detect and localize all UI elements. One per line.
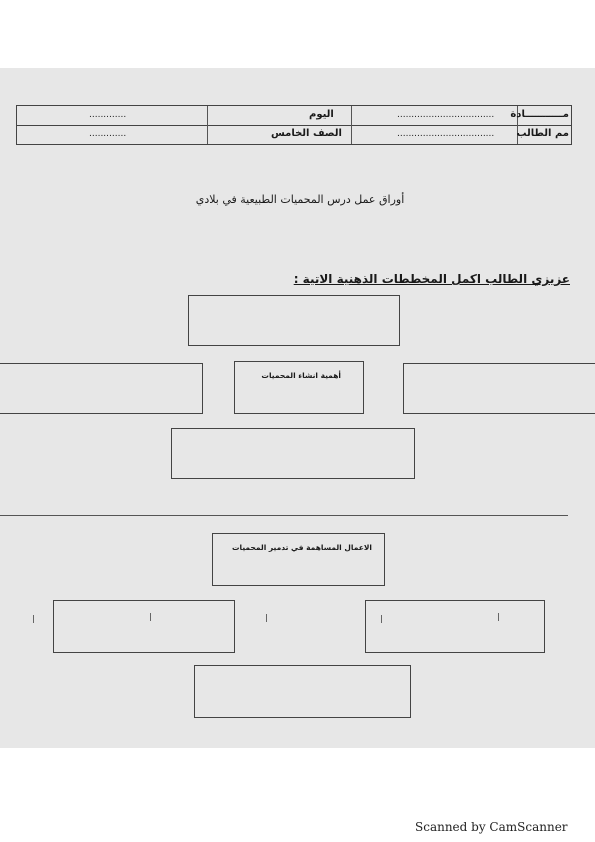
worksheet-title: أوراق عمل درس المحميات الطبيعية في بلادي: [195, 193, 405, 206]
teacher-fill-line[interactable]: ..................................: [397, 110, 495, 120]
scanner-watermark: Scanned by CamScanner: [415, 820, 568, 834]
stray-mark: [33, 615, 34, 623]
grade-label: الصف الخامس: [271, 128, 342, 139]
instruction-heading: عزيزي الطالب اكمل المخططات الذهنية الاتية :: [293, 272, 570, 286]
stray-mark: [150, 613, 151, 621]
teacher-label: مـــــــــــادة: [510, 109, 569, 120]
map2-center-label: الاعمال المساهمة في تدمير المحميات: [232, 543, 372, 552]
header-col-divider: [207, 106, 208, 144]
map2-box-right[interactable]: [365, 600, 545, 653]
header-col-divider: [351, 106, 352, 144]
map2-box-left[interactable]: [53, 600, 235, 653]
student-name-fill-line[interactable]: ..................................: [397, 129, 495, 139]
map1-box-bottom[interactable]: [171, 428, 415, 479]
header-table: [16, 105, 572, 145]
map1-box-top[interactable]: [188, 295, 400, 346]
header-row-divider: [17, 125, 571, 126]
map1-center-box: [234, 361, 364, 414]
map1-center-label: أهمية انشاء المحميات: [261, 371, 341, 380]
stray-mark: [498, 613, 499, 621]
student-name-label: مم الطالب: [516, 128, 569, 139]
day-fill-line[interactable]: .............: [89, 110, 127, 120]
map2-box-bottom[interactable]: [194, 665, 411, 718]
grade-fill-line[interactable]: .............: [89, 129, 127, 139]
section-divider: [0, 515, 568, 516]
stray-mark: [266, 614, 267, 622]
map1-box-right[interactable]: [403, 363, 595, 414]
map2-center-box: [212, 533, 385, 586]
stray-mark: [381, 615, 382, 623]
map1-box-left[interactable]: [0, 363, 203, 414]
day-label: اليوم: [309, 109, 334, 120]
